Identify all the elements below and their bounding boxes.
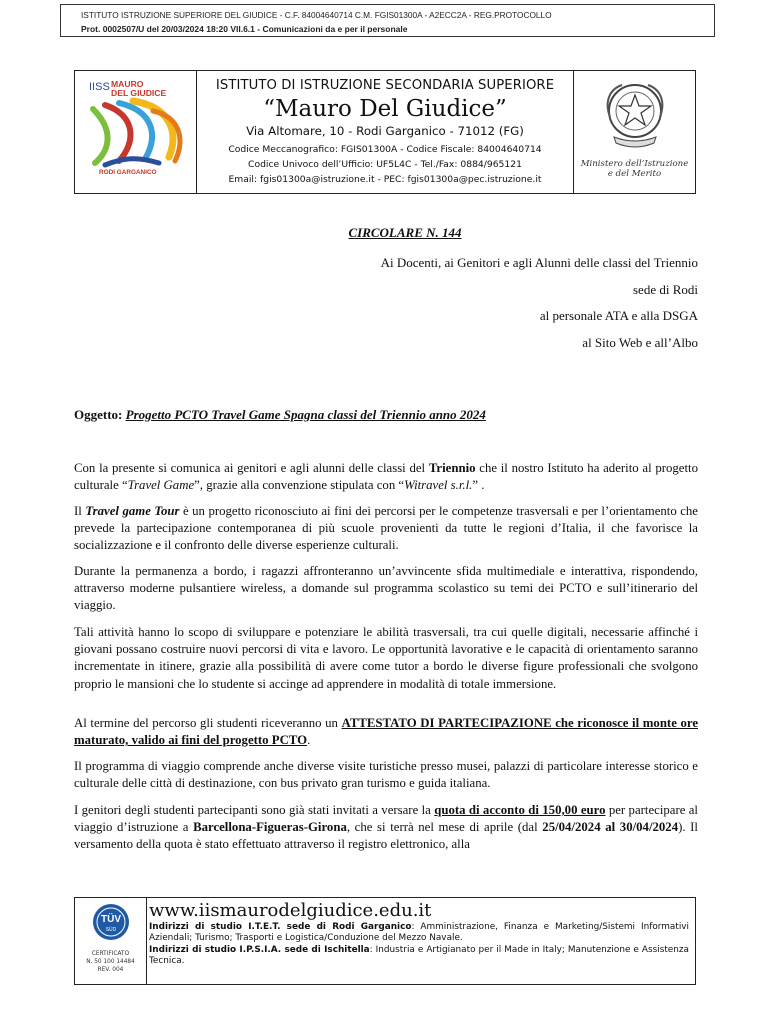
recipient-line: al Sito Web e all’Albo	[582, 334, 698, 350]
protocol-line-1: ISTITUTO ISTRUZIONE SUPERIORE DEL GIUDICE - C.F. 84004640714 C.M. FGIS01300A - A2ECC2A - REG.PROTOCOLLO	[81, 10, 552, 20]
letterhead-text	[197, 71, 573, 193]
letterhead	[74, 70, 696, 194]
school-website-link[interactable]: www.iismaurodelgiudice.edu.it	[149, 900, 432, 921]
recipient-line: sede di Rodi	[633, 281, 698, 297]
school-address: Via Altomare, 10 - Rodi Garganico - 71012 (FG)	[246, 124, 524, 138]
paragraph-2: Il Travel game Tour è un progetto riconosciuto ai fini dei percorsi per le competenze trasversali e per l’orientamento che prevede la partecipazione contemporanea di più scuole provenienti da tutte le regioni d’Italia, il che favorisce la socializzazione e il confronto delle diverse esperienze culturali.	[74, 504, 698, 553]
logo-prefix: IISS	[89, 81, 110, 93]
school-email: Email: fgis01300a@istruzione.it - PEC: fgis01300a@pec.istruzione.it	[228, 174, 542, 185]
footer	[74, 897, 696, 985]
circular-title: CIRCOLARE N. 144	[348, 225, 462, 240]
logo-place: RODI GARGANICO	[99, 169, 157, 176]
paragraph-1: Con la presente si comunica ai genitori e agli alunni delle classi del Triennio che il nostro Istituto ha aderito al progetto culturale “Travel Game”, grazie alla convenzione stipulata con “Witravel s.r.l.” .	[74, 461, 698, 493]
certification-details: CERTIFICATO N. 50 100 14484 REV. 004	[86, 951, 135, 973]
certification-badge	[75, 898, 147, 984]
svg-text:SÜD: SÜD	[105, 927, 117, 933]
subject-line	[74, 407, 486, 423]
protocol-stamp	[60, 4, 715, 37]
svg-text:TÜV: TÜV	[101, 914, 121, 925]
school-office: Codice Univoco dell’Ufficio: UF5L4C - Tel./Fax: 0884/965121	[248, 159, 522, 170]
school-name: “Mauro Del Giudice”	[263, 96, 507, 122]
school-logo	[75, 71, 197, 193]
paragraph-6: Il programma di viaggio comprende anche diverse visite turistiche presso musei, palazzi di particolare interesse storico e culturale delle città di destinazione, con bus privato gran turismo e guida italiana.	[74, 759, 698, 791]
paragraph-5: Al termine del percorso gli studenti riceveranno un ATTESTATO DI PARTECIPAZIONE che riconosce il monte ore maturato, valido ai fini del progetto PCTO.	[74, 716, 698, 748]
paragraph-4: Tali attività hanno lo scopo di sviluppare e potenziare le abilità trasversali, tra cui quelle digitali, necessarie affinché i giovani possano costruire nuovi percorsi di vita e lavoro. Le opportunità lavorative e le capacità di orientamento saranno incrementate in itinere, grazie alla possibilità di avere come tutor a bordo le diverse figure professionali che svolgono proprio le mansioni che lo studente si accinge ad apprendere in modalità di totale immersione.	[74, 625, 698, 691]
tuv-certification-icon	[75, 898, 147, 950]
footer-itet-line: Indirizzi di studio I.T.E.T. sede di Rodi Garganico: Amministrazione, Finanza e Marketing/Sistemi Informativi Aziendali; Turismo; Trasporti e Logistica/Conduzione del Mezzo Navale.	[149, 922, 689, 944]
school-type: ISTITUTO DI ISTRUZIONE SECONDARIA SUPERIORE	[215, 78, 555, 93]
logo-name: MAURO DEL GIUDICE	[111, 79, 167, 98]
recipients-list	[381, 250, 698, 356]
recipient-line: al personale ATA e alla DSGA	[539, 308, 698, 323]
paragraph-3: Durante la permanenza a bordo, i ragazzi affronteranno un’avvincente sfida multimediale e interattiva, rispondendo, attraverso moderne pulsantiere wireless, a domande sul programma scolastico su temi dei PCTO e sull’itinerario del viaggio.	[74, 564, 698, 613]
paragraph-7: I genitori degli studenti partecipanti sono già stati invitati a versare la quota di acconto di 150,00 euro per partecipare al viaggio d’istruzione a Barcellona-Figueras-Girona, che si terrà nel mese di aprile (dal 25/04/2024 al 30/04/2024). Il versamento della quota è stato effettuato attraverso il registro elettronico, alla	[74, 803, 698, 852]
recipient-line: Ai Docenti, ai Genitori e agli Alunni delle classi del Triennio	[380, 255, 698, 270]
protocol-line-2: Prot. 0002507/U del 20/03/2024 18:20 VII.6.1 - Comunicazioni da e per il personale	[81, 24, 408, 34]
subject-label: Oggetto:	[74, 407, 123, 422]
school-codes: Codice Meccanografico: FGIS01300A - Codice Fiscale: 84004640714	[228, 144, 542, 155]
subject-text: Progetto PCTO Travel Game Spagna classi del Triennio anno 2024	[125, 407, 486, 422]
ministry-name: Ministero dell’Istruzione e del Merito	[580, 159, 689, 179]
footer-ipsia-line: Indirizzi di studio I.P.S.I.A. sede di Ischitella: Industria e Artigianato per il Made in Italy; Manutenzione e Assistenza Tecnica.	[149, 944, 689, 967]
ministry-emblem	[573, 71, 695, 193]
footer-content	[149, 900, 689, 968]
italian-republic-emblem-icon	[574, 71, 696, 161]
